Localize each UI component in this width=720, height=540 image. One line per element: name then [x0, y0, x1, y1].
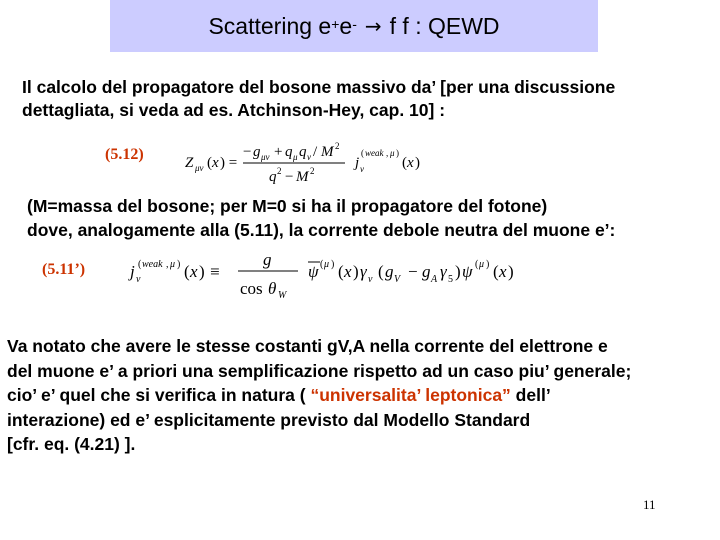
closing-line-1: Va notato che avere le stesse costanti gV,A nella corrente del elettrone e — [7, 336, 608, 356]
svg-text:(: ( — [320, 259, 324, 270]
svg-text:g: g — [422, 262, 431, 281]
svg-text:μ: μ — [170, 259, 176, 270]
svg-text:ν: ν — [368, 274, 373, 285]
svg-text:/: / — [313, 144, 318, 160]
svg-text:−: − — [408, 262, 418, 281]
svg-text:): ) — [415, 155, 420, 171]
equation-2-formula — [128, 248, 568, 304]
svg-text:) =: ) = — [220, 155, 238, 171]
svg-text:V: V — [394, 274, 401, 285]
svg-text:x: x — [212, 155, 219, 171]
svg-text:,: , — [386, 148, 389, 158]
svg-text:q: q — [285, 144, 293, 160]
universality-highlight: “universalita’ leptonica” — [310, 385, 511, 405]
svg-text:x: x — [407, 155, 414, 171]
svg-text:μ: μ — [479, 259, 485, 270]
svg-text:q: q — [299, 144, 307, 160]
svg-text:−: − — [285, 169, 294, 185]
svg-text:ψ: ψ — [462, 262, 473, 281]
svg-text:): ) — [177, 259, 181, 270]
title-mid: e — [339, 12, 353, 39]
svg-text:weak: weak — [142, 259, 163, 270]
svg-text:γ: γ — [360, 262, 367, 281]
svg-text:,: , — [166, 259, 169, 270]
neutral-current-formula-image — [128, 248, 568, 304]
svg-text:): ) — [508, 262, 514, 281]
svg-text:(: ( — [402, 155, 407, 171]
svg-text:(: ( — [493, 262, 499, 281]
equation-1-label: (5.12) — [105, 146, 144, 163]
svg-text:Z: Z — [185, 155, 194, 171]
arrow-icon: → — [364, 14, 382, 38]
intro-line-1: Il calcolo del propagatore del bosone massivo da’ [per una discussione — [22, 77, 616, 97]
closing-line-5: [cfr. eq. (4.21) ]. — [7, 434, 136, 454]
svg-text:(: ( — [207, 155, 212, 171]
svg-text:2: 2 — [310, 166, 315, 176]
svg-text:j: j — [130, 262, 135, 281]
svg-text:): ) — [455, 262, 461, 281]
svg-text:cos: cos — [240, 279, 263, 298]
closing-line-2: del muone e’ a priori una semplificazione rispetto ad un caso piu’ generale; — [7, 360, 632, 381]
title-sup-plus: + — [331, 16, 340, 32]
svg-text:(: ( — [184, 262, 190, 281]
svg-text:ν: ν — [307, 152, 311, 162]
svg-text:μ: μ — [293, 152, 298, 162]
svg-text:(: ( — [378, 262, 384, 281]
intro-paragraph — [22, 76, 615, 122]
svg-text:θ: θ — [268, 279, 277, 298]
equation-2-label: (5.11’) — [42, 261, 86, 278]
svg-text:g: g — [385, 262, 394, 281]
svg-text:+: + — [274, 144, 283, 160]
closing-paragraph — [7, 334, 631, 457]
svg-text:μν: μν — [195, 163, 204, 173]
svg-text:x: x — [344, 262, 352, 281]
title-suffix: f f : QEWD — [389, 12, 500, 39]
closing-line-3 — [7, 383, 631, 408]
svg-text:j: j — [355, 155, 360, 171]
slide-title — [110, 0, 598, 52]
title-sup-minus: - — [352, 16, 357, 32]
svg-text:): ) — [486, 259, 490, 270]
svg-text:2: 2 — [277, 166, 282, 176]
svg-text:): ) — [353, 262, 359, 281]
svg-text:μ: μ — [324, 259, 330, 270]
svg-text:q: q — [269, 169, 277, 185]
mass-note-paragraph — [27, 194, 615, 242]
svg-text:μ: μ — [390, 148, 395, 158]
svg-text:−: − — [243, 144, 252, 160]
equation-1-formula — [185, 136, 460, 186]
closing-line-4: interazione) ed e’ esplicitamente previsto dal Modello Standard — [7, 409, 531, 430]
svg-text:≡: ≡ — [210, 262, 220, 281]
svg-text:W: W — [278, 290, 287, 301]
mass-note-line-1: (M=massa del bosone; per M=0 si ha il propagatore del fotone) — [27, 196, 548, 216]
svg-text:ν: ν — [360, 164, 364, 174]
svg-text:): ) — [396, 148, 399, 158]
propagator-formula-image — [185, 136, 460, 186]
mass-note-line-2: dove, analogamente alla (5.11), la corrente debole neutra del muone e’: — [27, 220, 616, 240]
svg-text:g: g — [263, 250, 272, 269]
svg-text:5: 5 — [448, 274, 453, 285]
title-prefix: Scattering e — [208, 12, 332, 39]
svg-text:weak: weak — [365, 148, 384, 158]
closing-line-3-start: cio’ e’ quel che si verifica in natura ( — [7, 385, 311, 405]
page-number: 11 — [643, 497, 656, 512]
svg-text:g: g — [253, 144, 261, 160]
svg-text:μν: μν — [261, 152, 270, 162]
svg-text:): ) — [199, 262, 205, 281]
svg-text:): ) — [331, 259, 335, 270]
svg-text:(: ( — [338, 262, 344, 281]
svg-text:ν: ν — [136, 274, 141, 285]
svg-text:A: A — [431, 274, 438, 285]
closing-line-3-end: dell’ — [510, 385, 551, 405]
svg-text:ψ: ψ — [308, 262, 319, 281]
svg-text:2: 2 — [335, 141, 340, 151]
svg-text:(: ( — [138, 259, 142, 270]
svg-text:x: x — [499, 262, 507, 281]
intro-line-2: dettagliata, si veda ad es. Atchinson-Hey, cap. 10] : — [22, 100, 446, 120]
svg-text:(: ( — [475, 259, 479, 270]
svg-text:M: M — [321, 144, 334, 160]
svg-text:x: x — [190, 262, 198, 281]
svg-text:M: M — [296, 169, 309, 185]
svg-text:γ: γ — [440, 262, 447, 281]
svg-text:(: ( — [361, 148, 364, 158]
